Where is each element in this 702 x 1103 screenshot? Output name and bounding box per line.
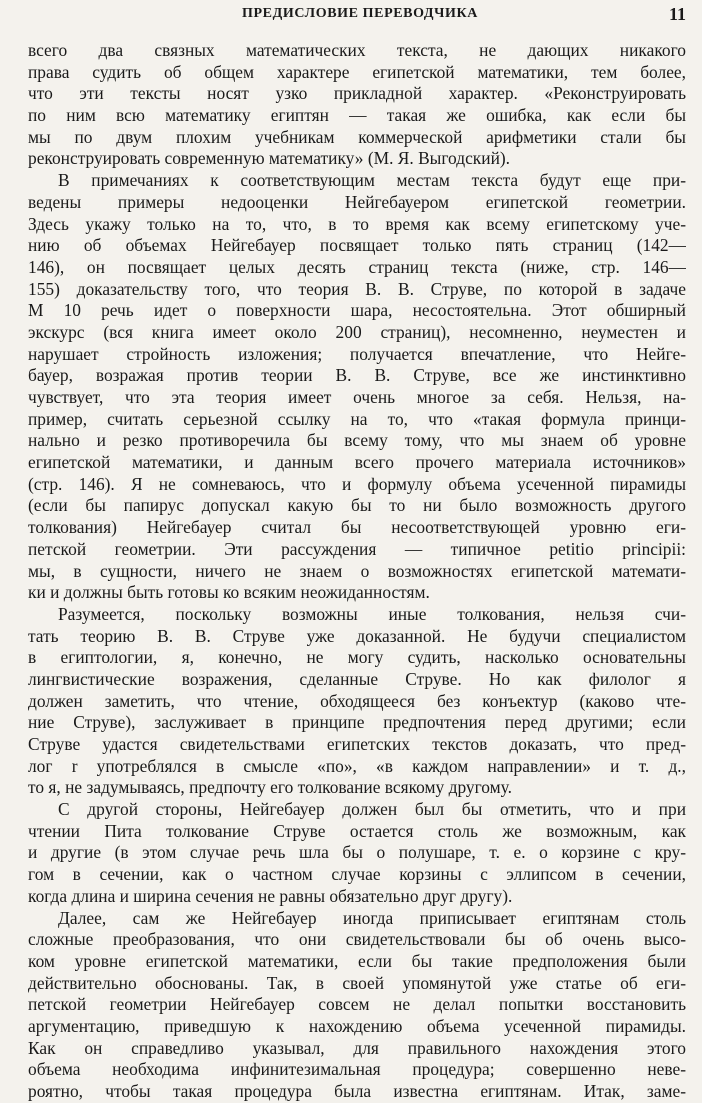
- text-line: петской геометрии Нейгебауер совсем не делал попытки восстановить: [28, 994, 686, 1015]
- text-line: нию об объемах Нейгебауер посвящает только пять страниц (142—: [28, 235, 686, 256]
- text-line: мы, в сущности, ничего не знаем о возможностях египетской математи-: [28, 560, 686, 581]
- body-text: [28, 40, 686, 1103]
- text-line: чувствует, что эта теория имеет очень многое за себя. Нельзя, на-: [28, 387, 686, 407]
- text-line: всего два связных математических текста, не дающих никакого: [28, 40, 686, 60]
- text-line: петской геометрии. Эти рассуждения — типичное petitio principii:: [28, 538, 686, 559]
- text-line: действительно обоснованы. Так, в своей упомянутой уже статье об еги-: [28, 972, 686, 993]
- text-line: чтении Пита толкование Струве остается столь же возможным, как: [28, 820, 686, 841]
- text-line: ведены примеры недооценки Нейгебауером египетской геометрии.: [28, 191, 686, 212]
- text-line: египетской математики, и данным всего прочего материала источников»: [28, 452, 686, 473]
- text-line: реконструировать современную математику» (М. Я. Выгодский).: [28, 148, 511, 169]
- text-line: Разумеется, поскольку возможны иные толкования, нельзя счи-: [58, 603, 686, 624]
- text-line: аргументацию, приведшую к нахождению объема усеченной пирамиды.: [28, 1015, 686, 1036]
- text-line: 155) доказательству того, что теория В. В. Струве, по которой в задаче: [28, 278, 686, 299]
- text-line: Как он справедливо указывал, для правильного нахождения этого: [28, 1037, 686, 1058]
- text-line: нально и резко противоречила бы всему тому, что мы знаем об уровне: [28, 430, 686, 451]
- text-line: ки и должны быть готовы ко всяким неожиданностям.: [28, 582, 430, 603]
- text-line: должен заметить, что чтение, обходящееся без конъектур (каково чте-: [28, 690, 686, 711]
- text-line: пример, считать серьезной ссылку на то, что «такая формула принци-: [28, 408, 686, 429]
- text-line: объема необходима инфинитезимальная процедура; совершенно неве-: [28, 1059, 686, 1080]
- text-line: С другой стороны, Нейгебауер должен был бы отметить, что и при: [58, 799, 686, 820]
- text-line: и другие (в этом случае речь шла бы о полушаре, т. е. о корзине с кру-: [28, 842, 686, 863]
- text-line: то я, не задумываясь, предпочту его толкование всякому другому.: [28, 777, 512, 798]
- text-line: сложные преобразования, что они свидетельствовали бы об очень высо-: [28, 929, 686, 950]
- running-header: [30, 4, 690, 26]
- text-line: ние Струве), заслуживает в принципе предпочтения перед другими; если: [28, 712, 686, 733]
- text-line: что эти тексты носят узко прикладной характер. «Реконструировать: [28, 83, 686, 104]
- text-line: Здесь укажу только на то, что, в то время как всему египетскому уче-: [28, 213, 686, 234]
- text-line: М 10 речь идет о поверхности шара, несостоятельна. Этот обширный: [28, 300, 686, 321]
- text-line: когда длина и ширина сечения не равны обязательно друг другу).: [28, 885, 513, 906]
- text-line: тать теорию В. В. Струве уже доказанной. Не будучи специалистом: [28, 625, 686, 646]
- running-title: ПРЕДИСЛОВИЕ ПЕРЕВОДЧИКА: [242, 6, 478, 21]
- text-line: Далее, сам же Нейгебауер иногда приписывает египтянам столь: [58, 907, 686, 928]
- text-line: Струве удастся свидетельствами египетских текстов доказать, что пред-: [28, 734, 686, 754]
- text-line: 146), он посвящает целых десять страниц текста (ниже, стр. 146—: [28, 256, 686, 277]
- text-line: в египтологии, я, конечно, не могу судить, насколько основательны: [28, 647, 686, 668]
- text-line: роятно, чтобы такая процедура была известна египтянам. Итак, заме-: [28, 1081, 686, 1101]
- text-line: экскурс (вся книга имеет около 200 страниц), несомненно, неуместен и: [28, 321, 686, 342]
- text-line: мы по двум плохим учебникам коммерческой арифметики стали бы: [28, 126, 686, 147]
- text-line: (стр. 146). Я не сомневаюсь, что и формулу объема усеченной пирамиды: [28, 473, 686, 494]
- text-line: ком уровне египетской математики, если бы такие предположения были: [28, 950, 686, 971]
- text-line: (если бы папирус допускал какую бы то ни было возможность другого: [28, 495, 686, 516]
- text-line: лог r употреблялся в смысле «по», «в каждом направлении» и т. д.,: [28, 755, 686, 776]
- text-line: толкования) Нейгебауер считал бы несоответствующей уровню еги-: [28, 517, 686, 538]
- text-line: лингвистические возражения, сделанные Струве. Но как филолог я: [28, 668, 686, 689]
- text-line: по ним всю математику египтян — такая же ошибка, как если бы: [28, 105, 686, 126]
- page-number: 11: [668, 4, 686, 24]
- text-line: гом в сечении, как о частном случае корзины с эллипсом в сечении,: [28, 864, 686, 885]
- text-line: нарушает стройность изложения; получается впечатление, что Нейге-: [28, 343, 686, 364]
- text-line: права судить об общем характере египетской математики, тем более,: [28, 61, 686, 82]
- text-line: В примечаниях к соответствующим местам текста будут еще при-: [58, 170, 686, 191]
- text-line: бауер, возражая против теории В. В. Струве, все же инстинктивно: [28, 365, 686, 386]
